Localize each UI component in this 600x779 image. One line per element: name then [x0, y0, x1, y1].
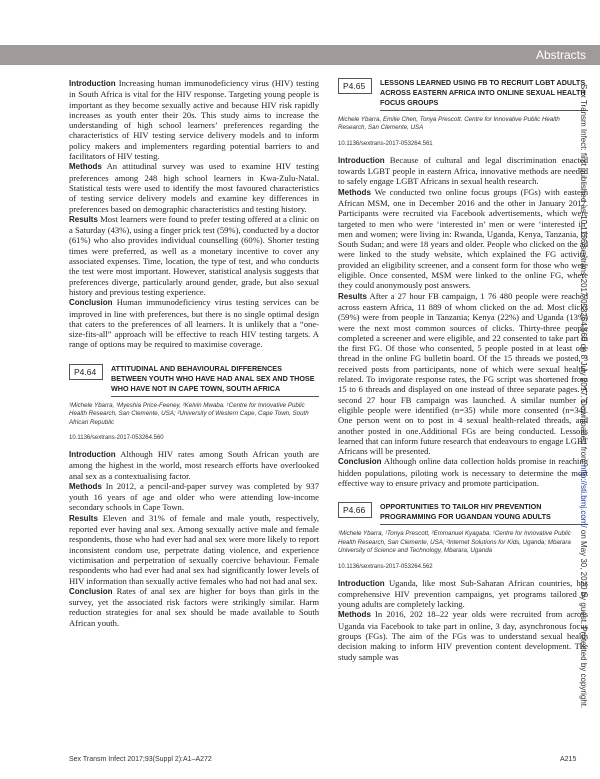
- abstract-paragraph: Conclusion Rates of anal sex are higher for boys than girls in the survey, yet the associated risk factors were strikingly similar. Harm reduction strategies for anal sex should be made available to South African youth.: [69, 585, 319, 628]
- abstract-paragraph: Introduction Although HIV rates among South African youth are among the highest in the world, most research efforts have overlooked anal sex as a contextualising factor.: [69, 448, 319, 481]
- abstract-paragraph: Conclusion Although online data collection holds promise in reaching hidden populations, piloting work is necessary to determine the most effective way to ensure privacy and promote participation.: [338, 456, 588, 489]
- page-number: A215: [560, 756, 577, 763]
- journal-section-header: [0, 45, 600, 65]
- abstract-title: LESSONS LEARNED USING FB TO RECRUIT LGBT ADULTS ACROSS EASTERN AFRICA INTO ONLINE SEXUAL HEALTH FOCUS GROUPS: [380, 78, 588, 111]
- abstract-paragraph: Methods We conducted two online focus groups (FGs) with eastern African MSM, one in December 2016 and the other in January 2017. Participants were recruited via Facebook advertisements, which were targeted to men who were ‘interested in’ men or were ‘interested in’ men and women; were living in: Rwanda, Uganda, Kenya, Tanzania, or South Sudan; and were 18 years and older. People who clicked on the ad were linked to the study website, which explained the FG activity, provided an eligibility screener, and a consent form for those who were eligible. Once consented, MSM were linked to the online FG, where they could anonymously post answers.: [338, 186, 588, 291]
- abstract-title: ATTITUDINAL AND BEHAVIOURAL DIFFERENCES BETWEEN YOUTH WHO HAVE HAD ANAL SEX AND THOSE WHO HAVE NOT IN CAPE TOWN, SOUTH AFRICA: [111, 364, 319, 397]
- abstract-p4-65: [338, 78, 588, 488]
- abstract-doi: 10.1136/sextrans-2017-053264.561: [338, 140, 433, 147]
- side-note-text-end: on May 30, 2020 by guest. Protected by copyright.: [579, 527, 588, 709]
- abstract-header: [69, 364, 319, 397]
- abstract-doi: 10.1136/sextrans-2017-053264.560: [69, 434, 164, 441]
- abstract-id-box: P4.64: [69, 364, 103, 380]
- abstract-id-box: P4.65: [338, 78, 372, 94]
- abstract-header: [338, 502, 588, 525]
- continued-abstract: [69, 78, 319, 350]
- abstract-paragraph: Results After a 27 hour FB campaign, 1 76 480 people were reached across eastern Africa, 11 889 of whom clicked on the ad. Most clicks (59%) were from people in Tanzania; Kenya (22%) and Uganda (13%) were the next most common sources of clicks. Thirty-three people completed a screener and were eligible, and 22 consented to take part in the first FG. Of those who consented, 5 people posted in at least one thread in the online FG bulletin board. Of the 15 threads we posted, 3 received posts from participants, none of which were sexual health-related. To invigorate response rates, the FG script was shortened from 15 to 6 threads and displayed on one instead of three separate pages. A second 27 hour FB campaign was launched. A similar number of eligible people were identified (n=35) while more consented (n=34). One person went on to post in 4 sexual health-related threads, and another posted in one.Additional FGs are being conducted. Lessons learned that can inform future research that endeavours to engage LGBT Africans will be presented.: [338, 290, 588, 457]
- abstract-id-box: P4.66: [338, 502, 372, 518]
- right-column: [338, 78, 588, 662]
- abstract-paragraph: Results Eleven and 31% of female and male youth, respectively, reported ever having anal sex. Among sexually active male and female respondents, those who had ever had anal sex were more likely to report inconsistent condom use, perpetrate dating violence, and experience victimisation and perpetration of sexually coercive behaviour. Female respondents who had ever had anal sex had significantly lower levels of HIV information than sexually active females who had not had anal sex.: [69, 512, 319, 586]
- journal-link[interactable]: http://sti.bmj.com/: [579, 464, 588, 528]
- abstract-p4-66: [338, 502, 588, 662]
- abstract-paragraph: Methods An attitudinal survey was used to examine HIV testing preferences among 248 high school learners in Kwa-Zulu-Natal. Statistical tests were used to identify the most favoured characteristics of testing service delivery models and examine key differences in preferences based on demographic characteristics and testing history.: [69, 161, 319, 214]
- abstract-authors: Michele Ybarra, Emilie Chen, Tonya Prescott. Centre for Innovative Public Health Research, San Clemente, USA: [338, 116, 560, 132]
- abstract-doi: 10.1136/sextrans-2017-053264.562: [338, 563, 433, 570]
- abstract-paragraph: Introduction Uganda, like most Sub-Saharan African countries, has comprehensive HIV prevention campaigns, yet programs tailored to young adults are completely lacking.: [338, 577, 588, 610]
- section-title: Abstracts: [535, 48, 586, 62]
- abstract-paragraph: Introduction Because of cultural and legal discrimination enacted towards LGBT people in eastern Africa, innovative methods are needed to safely engage LGBT Africans in sexual health research.: [338, 154, 588, 187]
- abstract-header: [338, 78, 588, 111]
- vertical-download-note: [579, 84, 588, 708]
- abstract-authors: ¹Michele Ybarra, ¹Myeshia Price-Feeney, ²Kelvin Mwaba. ¹Centre for Innovative Public Health Research, San Clemente, USA; ²University of Western Cape, Cape Town, South African Republic: [69, 401, 309, 426]
- abstract-title: OPPORTUNITIES TO TAILOR HIV PREVENTION PROGRAMMING FOR UGANDAN YOUNG ADULTS: [380, 502, 588, 525]
- abstract-paragraph: Conclusion Human immunodeficiency virus testing services can be improved in line with preferences, but there is no single optimal design that caters to the preferences of all learners. It is unlikely that a “one-size-fits-all” approach will be effective to reach HIV testing targets. A range of options may be required to maximise coverage.: [69, 297, 319, 350]
- abstract-paragraph: Methods In 2016, 202 18–22 year olds were recruited from across Uganda via Facebook to take part in online, 3 day, asynchronous focus groups (FGs). The aim of the FGs was to understand sexual health decision making to inform HIV prevention content development. The study sample was: [338, 609, 588, 662]
- abstract-paragraph: Introduction Increasing human immunodeficiency virus (HIV) testing in South Africa is vital for the HIV response. Targeting young people is important as they become sexually active and because HIV risk rapidly increases as youth enter their 20s. This study aims to increase the understanding of high school learners’ preferences regarding the characteristics of HIV testing service delivery models and to inform policy makers and implementers regarding potential barriers to and facilitators of HIV testing.: [69, 78, 319, 162]
- left-column: [69, 78, 319, 628]
- abstract-authors: ¹Michele Ybarra, ¹Tonya Prescott, ²Emmanuel Kyagaba. ¹Centre for Innovative Public Health Research, San Clemente, USA; ²Internet Solutions for Kids, Uganda; Mbarara University of Science and Technology, Mbarara, Uganda: [338, 530, 571, 555]
- abstract-paragraph: Methods In 2012, a pencil-and-paper survey was completed by 937 youth 16 years of age and older who were attending low-income secondary schools in Cape Town.: [69, 480, 319, 513]
- side-note-text: Sex Transm Infect: first published as 10.1136/sextrans-2017-053264.560 on 8 July 2017. Downloaded from: [579, 84, 588, 465]
- abstract-paragraph: Results Most learners were found to prefer testing offered at a clinic on a Saturday (43%), using a finger prick test (59%), conducted by a doctor (61%) who also provides individual counselling (60%). Shorter testing times were preferred, as well as a monetary incentive to cover any associated expenses. Time, location, the type of test, and who conducts the test were most important. However, statistical analysis suggests that preferences diverge, particularly around gender, grade, but also sexual history and previous testing experience.: [69, 213, 319, 297]
- abstract-p4-64: [69, 364, 319, 628]
- footer-citation: Sex Transm Infect 2017;93(Suppl 2):A1–A272: [69, 756, 212, 763]
